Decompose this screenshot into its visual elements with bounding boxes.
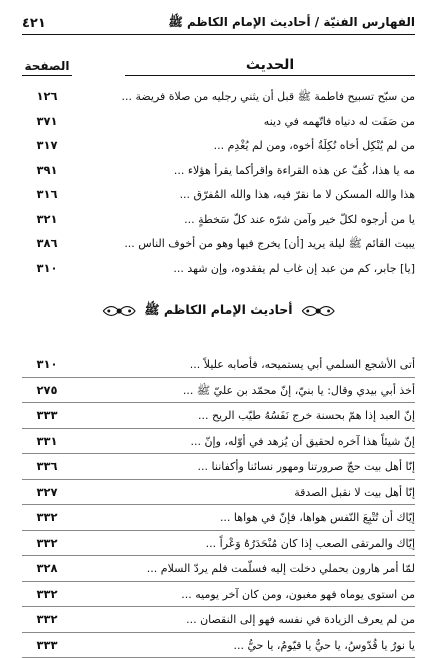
list-item — [22, 480, 415, 506]
list-item — [22, 378, 415, 404]
page-reference: ٣١٠ — [22, 352, 72, 377]
list-item — [22, 607, 415, 633]
list-item — [22, 556, 415, 582]
page-reference: ١٢٦ — [22, 84, 72, 109]
page-reference: ٣٢٧ — [22, 480, 72, 505]
page-reference: ٣٣٢ — [22, 531, 72, 556]
hadith-text: من استوى يوماه فهو مغبون، ومن كان آخر يوميه ... — [72, 583, 415, 608]
hadith-text: من لم يُنْكِل أخاه نُكِلَةُ أخوه، ومن لم يُغْدِم ... — [72, 134, 415, 159]
header-title: الفهارس الفنيّة / أحاديث الإمام الكاظم ﷺ — [168, 15, 415, 32]
page-reference: ٣٣٢ — [22, 607, 72, 632]
running-header — [22, 12, 415, 35]
page-reference: ٣٧١ — [22, 109, 72, 134]
hadith-text: من لم يعرف الزيادة في نفسه فهو إلى النقصان ... — [72, 608, 415, 633]
hadith-text: إنّا أهل بيت لا نقبل الصدقة — [72, 481, 415, 506]
page-reference: ٣٣٢ — [22, 505, 72, 530]
hadith-text: [يا] جابر، كم من عبد إن غاب لم يفقدوه، وإن شهد ... — [72, 257, 415, 282]
page-reference: ٣١٠ — [22, 256, 72, 281]
list-item — [22, 109, 415, 134]
hadith-text: أتى الأشجع السلمي أبي يستميحه، فأصابه عليلاً ... — [72, 353, 415, 378]
hadith-text: من سبّح تسبيح فاطمة ﷺ قبل أن يثني رجليه من صلاة فريضة ... — [72, 85, 415, 110]
section-title: أحاديث الإمام الكاظم ﷺ — [144, 302, 292, 321]
list-item — [22, 84, 415, 109]
page-reference: ٣١٦ — [22, 182, 72, 207]
column-headers — [22, 52, 415, 76]
ornament-right-icon — [299, 296, 337, 326]
hadith-text: هذا والله المسكن لا ما نقرّ فيه، هذا والله المُفرّق ... — [72, 183, 415, 208]
list-item — [22, 633, 415, 658]
list-item — [22, 505, 415, 531]
page-reference: ٣٣٣ — [22, 403, 72, 428]
hadith-text: لمّا أمر هارون بحملي دخلت إليه فسلّمت فلم يردّ السلام ... — [72, 557, 415, 582]
column-header-page: الصفحة — [22, 59, 72, 76]
ornament-left-icon — [100, 296, 138, 326]
list-item — [22, 352, 415, 378]
list-item — [22, 582, 415, 608]
list-item — [22, 182, 415, 207]
page-reference: ٣٨٦ — [22, 231, 72, 256]
hadith-list-kazim — [22, 352, 415, 658]
hadith-list-first — [22, 84, 415, 280]
page-reference: ٣٣٢ — [22, 582, 72, 607]
page-reference: ٣١٧ — [22, 133, 72, 158]
list-item — [22, 133, 415, 158]
hadith-text: من صَفَت له دنياه فاتّهمه في دينه — [72, 110, 415, 135]
list-item — [22, 531, 415, 557]
hadith-text: مه يا هذا، كُفّ عن هذه القراءة واقرأكما يقرأ هؤلاء ... — [72, 159, 415, 184]
hadith-text: يا نورُ يا قُدّوسُ، يا حيُّ يا قيّومُ، يا حيُّ ... — [72, 634, 415, 658]
hadith-text: إنّ شيئاً هذا آخره لحقيق أن يُزهد في أوّله، وإنّ ... — [72, 430, 415, 455]
hadith-text: أخذ أبي بيدي وقال: يا بنيّ، إنّ محمّد بن عليّ ﷺ ... — [72, 379, 415, 404]
page-reference: ٣٢١ — [22, 207, 72, 232]
hadith-text: إيّاك أن تُتْبِعَ النّفس هواها، فإنّ في هواها ... — [72, 506, 415, 531]
list-item — [22, 454, 415, 480]
hadith-text: إيّاك والمرتقى الصعب إذا كان مُنْحَدَرُهُ وَعْراً ... — [72, 532, 415, 557]
list-item — [22, 207, 415, 232]
list-item — [22, 256, 415, 281]
list-item — [22, 403, 415, 429]
page-reference: ٢٧٥ — [22, 378, 72, 403]
page-reference: ٣٣٣ — [22, 633, 72, 658]
list-item — [22, 158, 415, 183]
hadith-text: إنّ العبد إذا همّ بحسنة خرج نَفَسُهُ طيّب الريح ... — [72, 404, 415, 429]
hadith-text: يبيت القائم ﷺ ليلة يريد [أن] يخرج فيها وهو من أخوف الناس ... — [72, 232, 415, 257]
list-item — [22, 231, 415, 256]
column-header-hadith: الحديث — [125, 57, 415, 76]
page-number: ٤٢١ — [22, 16, 46, 31]
page-reference: ٣٣٦ — [22, 454, 72, 479]
section-heading — [100, 296, 337, 326]
list-item — [22, 429, 415, 455]
page-reference: ٣٩١ — [22, 158, 72, 183]
page-reference: ٣٣١ — [22, 429, 72, 454]
hadith-text: إنّا أهل بيت حجّ صرورتنا ومهور نسائنا وأكفاننا ... — [72, 455, 415, 480]
page-reference: ٣٢٨ — [22, 556, 72, 581]
hadith-text: يا من أرجوه لكلّ خير وآمن شرّه عند كلّ سَخطةٍ ... — [72, 208, 415, 233]
